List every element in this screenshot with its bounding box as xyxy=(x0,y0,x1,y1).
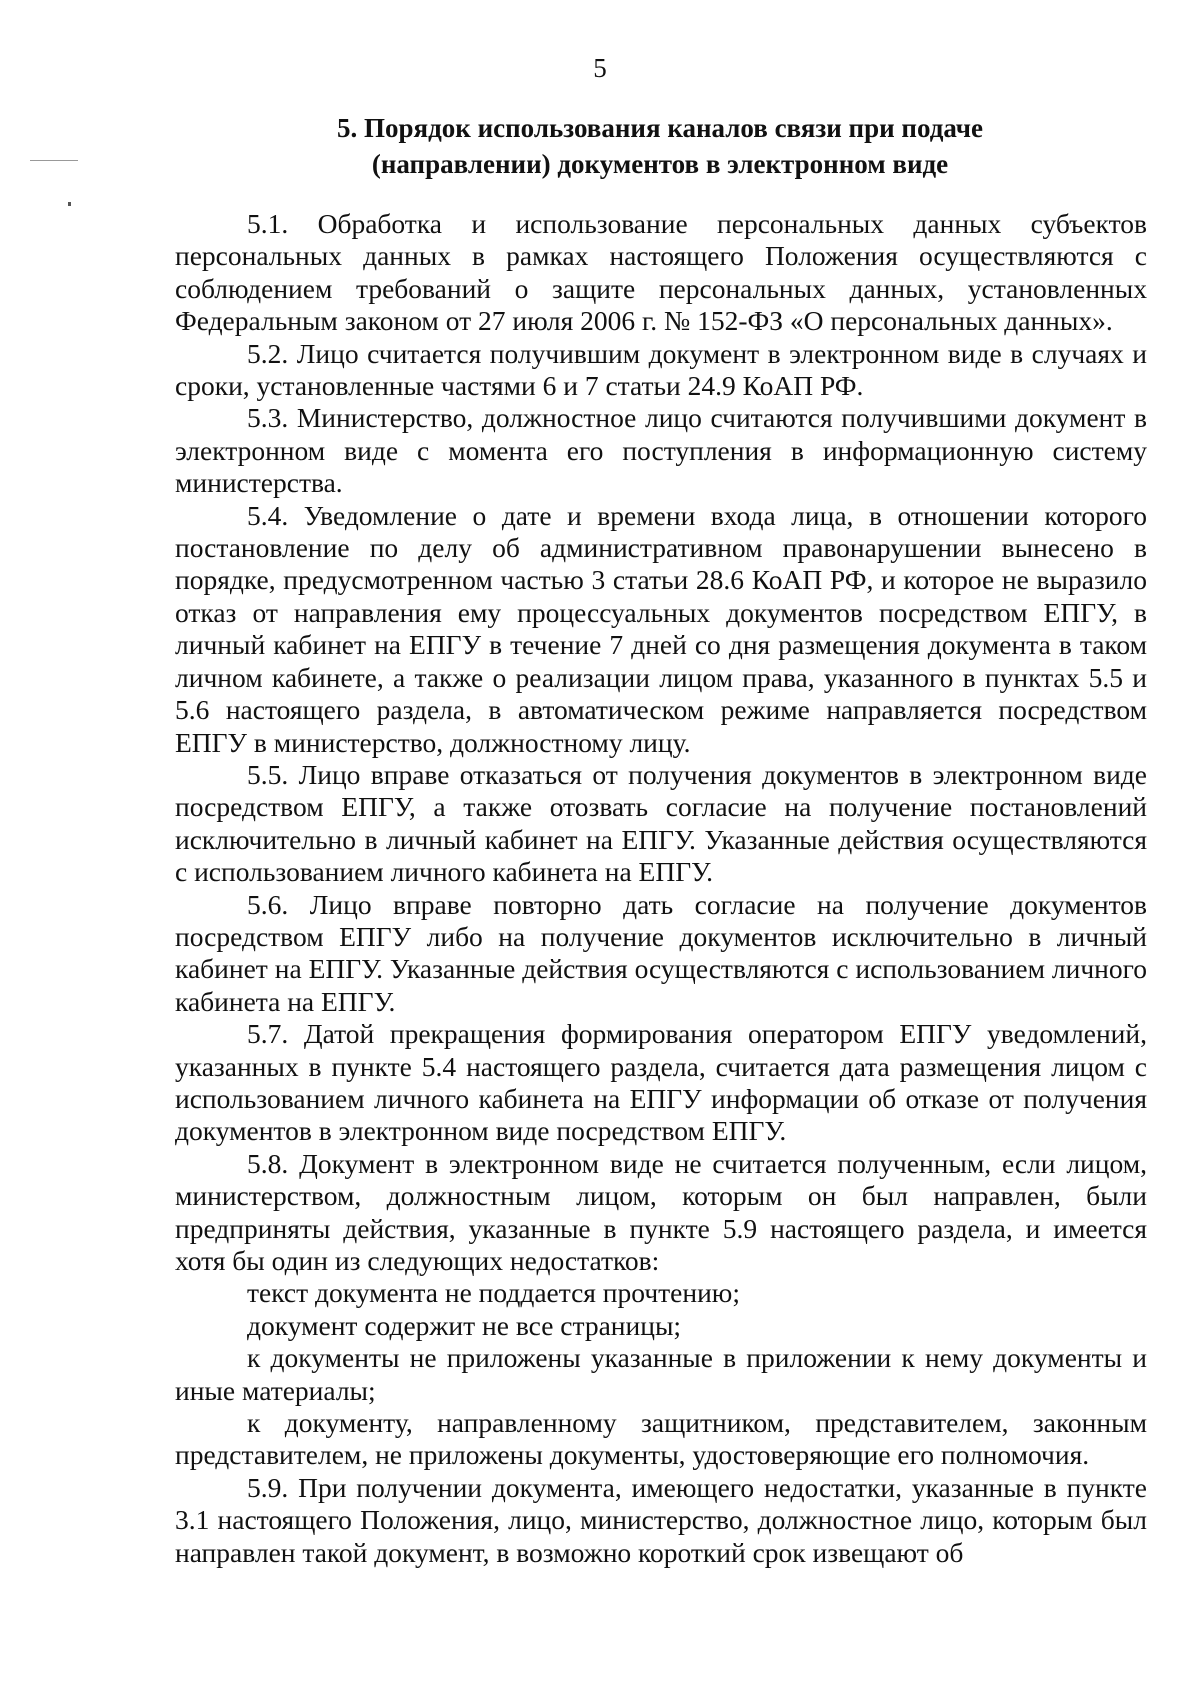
paragraph-5-3: 5.3. Министерство, должностное лицо считаются получившими документ в электронном виде с момента его поступления в информационную систему министерства. xyxy=(175,402,1147,499)
list-item-missing-authority: к документу, направленному защитником, представителем, законным представителем, не приложены документы, удостоверяющие его полномочия. xyxy=(175,1407,1147,1471)
paragraph-5-6: 5.6. Лицо вправе повторно дать согласие на получение документов посредством ЕПГУ либо на получение документов исключительно в личный кабинет на ЕПГУ. Указанные действия осуществляются с использованием личного кабинета на ЕПГУ. xyxy=(175,888,1147,1017)
list-item-unreadable: текст документа не поддается прочтению; xyxy=(247,1277,740,1309)
list-item-missing-attachments: к документы не приложены указанные в приложении к нему документы и иные материалы; xyxy=(175,1342,1147,1406)
paragraph-5-5: 5.5. Лицо вправе отказаться от получения документов в электронном виде посредством ЕПГУ, а также отозвать согласие на получение постановлений исключительно в личный кабинет на ЕПГУ. Указанные действия осуществляются с использованием личного кабинета на ЕПГУ. xyxy=(175,758,1147,888)
paragraph-5-1: 5.1. Обработка и использование персональных данных субъектов персональных данных в рамках настоящего Положения осуществляются с соблюдением требований о защите персональных данных, установленных Федеральным законом от 27 июля 2006 г. № 152-ФЗ «О персональных данных». xyxy=(175,208,1147,337)
paragraph-5-9: 5.9. При получении документа, имеющего недостатки, указанные в пункте 3.1 настоящего Положения, лицо, министерство, должностное лицо, которым был направлен такой документ, в возможно короткий срок извещают об xyxy=(175,1471,1147,1568)
list-item-missing-pages: документ содержит не все страницы; xyxy=(247,1309,682,1341)
page-number: 5 xyxy=(593,53,607,83)
section-heading xyxy=(200,110,1120,182)
paragraph-5-7: 5.7. Датой прекращения формирования оператором ЕПГУ уведомлений, указанных в пункте 5.4 настоящего раздела, считается дата размещения лицом с использованием личного кабинета на ЕПГУ информации об отказе от получения документов в электронном виде посредством ЕПГУ. xyxy=(175,1018,1147,1147)
paragraph-5-4: 5.4. Уведомление о дате и времени входа лица, в отношении которого постановление по делу об административном правонарушении вынесено в порядке, предусмотренном частью 3 статьи 28.6 КоАП РФ, и которое не выразило отказ от направления ему процессуальных документов посредством ЕПГУ, в личный кабинет на ЕПГУ в течение 7 дней со дня размещения документа в таком личном кабинете, а также о реализации лицом права, указанного в пунктах 5.5 и 5.6 настоящего раздела, в автоматическом режиме направляется посредством ЕПГУ в министерство, должностному лицу. xyxy=(175,499,1147,758)
paragraph-5-8: 5.8. Документ в электронном виде не считается полученным, если лицом, министерством, должностным лицом, которым он был направлен, были предприняты действия, указанные в пункте 5.9 настоящего раздела, и имеется хотя бы один из следующих недостатков: xyxy=(175,1147,1147,1276)
scan-artifact-dots xyxy=(30,160,78,161)
scan-artifact-speck xyxy=(68,202,71,206)
section-heading-line-1: 5. Порядок использования каналов связи при подаче xyxy=(337,113,983,143)
section-heading-line-2: (направлении) документов в электронном виде xyxy=(371,149,949,179)
document-body xyxy=(175,208,1147,1569)
paragraph-5-2: 5.2. Лицо считается получившим документ в электронном виде в случаях и сроки, установленные частями 6 и 7 статьи 24.9 КоАП РФ. xyxy=(175,337,1147,402)
